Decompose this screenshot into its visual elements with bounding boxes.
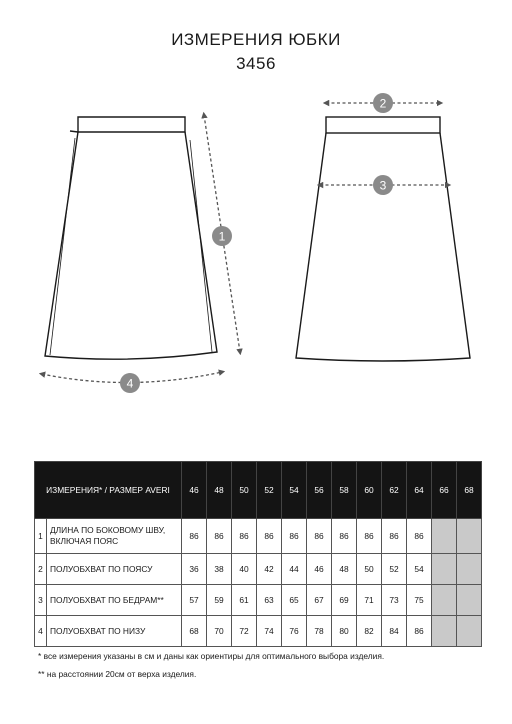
- table-cell: 82: [357, 616, 382, 647]
- row-label: ПОЛУОБХВАТ ПО БЕДРАМ**: [47, 585, 182, 616]
- table-cell: 61: [232, 585, 257, 616]
- size-col-68: 68: [457, 462, 482, 519]
- table-cell-empty: [432, 585, 457, 616]
- table-cell: 44: [282, 554, 307, 585]
- marker-2: [373, 93, 393, 113]
- size-col-62: 62: [382, 462, 407, 519]
- table-cell: 71: [357, 585, 382, 616]
- page-title: ИЗМЕРЕНИЯ ЮБКИ: [171, 30, 341, 49]
- svg-text:3: 3: [379, 178, 387, 193]
- skirt-side-view: [45, 117, 217, 359]
- footnote-2: ** на расстоянии 20см от верха изделия.: [38, 669, 197, 679]
- table-cell: 84: [382, 616, 407, 647]
- table-row: [35, 554, 482, 585]
- size-col-48: 48: [207, 462, 232, 519]
- table-cell-empty: [457, 585, 482, 616]
- table-cell: 86: [407, 519, 432, 554]
- table-cell: 70: [207, 616, 232, 647]
- table-cell: 36: [182, 554, 207, 585]
- footnote-1: * все измерения указаны в см и даны как ориентиры для оптимального выбора изделия.: [38, 651, 385, 661]
- table-cell: 76: [282, 616, 307, 647]
- table-cell: 86: [257, 519, 282, 554]
- table-cell-empty: [457, 554, 482, 585]
- table-cell: 42: [257, 554, 282, 585]
- table-cell-empty: [457, 519, 482, 554]
- table-cell-empty: [432, 616, 457, 647]
- row-number: 2: [35, 554, 47, 585]
- table-cell: 86: [182, 519, 207, 554]
- table-cell: 74: [257, 616, 282, 647]
- table-cell-empty: [457, 616, 482, 647]
- row-number: 3: [35, 585, 47, 616]
- marker-4: [120, 373, 140, 393]
- table-cell: 72: [232, 616, 257, 647]
- table-cell: 50: [357, 554, 382, 585]
- size-table: [34, 461, 482, 647]
- row-number: 1: [35, 519, 47, 554]
- table-cell-empty: [432, 554, 457, 585]
- table-cell: 48: [332, 554, 357, 585]
- svg-text:4: 4: [126, 376, 134, 391]
- size-col-60: 60: [357, 462, 382, 519]
- size-header-row: [35, 462, 482, 519]
- marker-1: [212, 226, 232, 246]
- size-col-58: 58: [332, 462, 357, 519]
- size-col-56: 56: [307, 462, 332, 519]
- table-cell: 86: [282, 519, 307, 554]
- table-cell: 46: [307, 554, 332, 585]
- table-cell: 86: [357, 519, 382, 554]
- row-number: 4: [35, 616, 47, 647]
- size-col-64: 64: [407, 462, 432, 519]
- table-cell: 52: [382, 554, 407, 585]
- table-cell: 75: [407, 585, 432, 616]
- table-row: [35, 585, 482, 616]
- table-cell: 73: [382, 585, 407, 616]
- marker-3: [373, 175, 393, 195]
- table-cell: 86: [407, 616, 432, 647]
- table-cell: 80: [332, 616, 357, 647]
- table-row: [35, 616, 482, 647]
- table-cell: 86: [332, 519, 357, 554]
- table-cell: 86: [232, 519, 257, 554]
- table-row: [35, 519, 482, 554]
- size-header-label: ИЗМЕРЕНИЯ* / РАЗМЕР AVERI: [35, 462, 182, 519]
- svg-text:2: 2: [379, 96, 387, 111]
- row-label: ПОЛУОБХВАТ ПО ПОЯСУ: [47, 554, 182, 585]
- table-cell: 40: [232, 554, 257, 585]
- table-cell: 38: [207, 554, 232, 585]
- row-label: ПОЛУОБХВАТ ПО НИЗУ: [47, 616, 182, 647]
- svg-text:1: 1: [218, 229, 226, 244]
- size-col-66: 66: [432, 462, 457, 519]
- table-cell: 86: [382, 519, 407, 554]
- size-col-52: 52: [257, 462, 282, 519]
- size-col-46: 46: [182, 462, 207, 519]
- row-label: ДЛИНА ПО БОКОВОМУ ШВУ, ВКЛЮЧАЯ ПОЯС: [47, 519, 182, 554]
- table-cell: 86: [207, 519, 232, 554]
- size-col-54: 54: [282, 462, 307, 519]
- table-cell-empty: [432, 519, 457, 554]
- table-cell: 86: [307, 519, 332, 554]
- table-cell: 57: [182, 585, 207, 616]
- table-cell: 59: [207, 585, 232, 616]
- table-cell: 78: [307, 616, 332, 647]
- table-cell: 67: [307, 585, 332, 616]
- table-cell: 68: [182, 616, 207, 647]
- article-number: 3456: [236, 54, 276, 73]
- skirt-front-view: [296, 117, 470, 361]
- size-col-50: 50: [232, 462, 257, 519]
- table-cell: 63: [257, 585, 282, 616]
- table-cell: 69: [332, 585, 357, 616]
- table-cell: 65: [282, 585, 307, 616]
- table-cell: 54: [407, 554, 432, 585]
